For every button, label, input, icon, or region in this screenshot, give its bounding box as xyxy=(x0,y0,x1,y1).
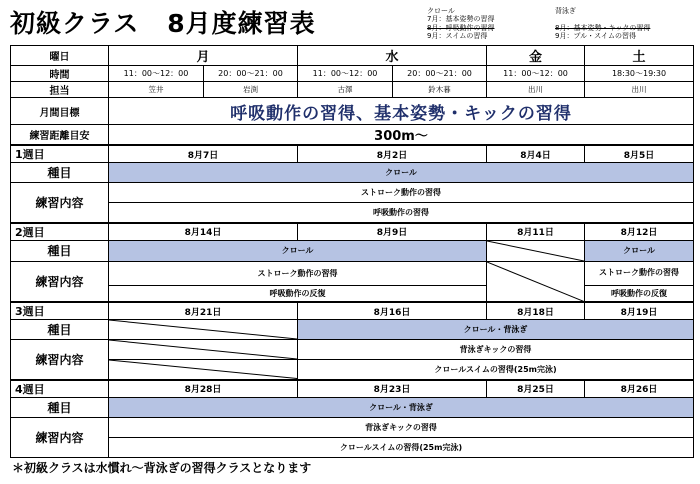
week-2-date-row xyxy=(11,223,694,241)
legend-crawl-item: 9月：スイムの習得 xyxy=(427,32,488,41)
week-4-content-row xyxy=(11,437,694,457)
legend-back-item: 9月：プル・スイムの習得 xyxy=(555,32,637,41)
date-fri: 8月18日 xyxy=(487,302,585,320)
date-wed: 8月23日 xyxy=(298,380,487,398)
legend-crawl xyxy=(427,7,494,41)
no-class-cell xyxy=(109,320,298,340)
content-cell: クロールスイムの習得(25m完泳) xyxy=(298,360,694,380)
time-cell: 20：00〜21：00 xyxy=(204,66,298,82)
time-cell: 11：00〜12：00 xyxy=(109,66,204,82)
legend-crawl-head: クロール xyxy=(427,7,455,15)
date-mon: 8月28日 xyxy=(109,380,298,398)
week-3-content-row xyxy=(11,340,694,360)
diagonal-slash xyxy=(487,262,584,302)
kind-cell: クロール xyxy=(109,240,487,261)
week-4-date-row xyxy=(11,380,694,398)
page-title xyxy=(10,4,316,40)
week-label: 2週目 xyxy=(11,223,109,241)
staff-cell: 古澤 xyxy=(298,82,393,98)
goal-row xyxy=(11,98,694,125)
content-label: 練習内容 xyxy=(11,417,109,457)
date-sat: 8月5日 xyxy=(585,145,694,163)
staff-cell: 鈴木暮 xyxy=(393,82,487,98)
week-4-kind-row xyxy=(11,397,694,417)
time-cell: 18:30〜19:30 xyxy=(585,66,694,82)
week-3-kind-row xyxy=(11,320,694,340)
legend-crawl-item: 7月：基本姿勢の習得 xyxy=(427,15,495,24)
legend-back-item: 8月：基本姿勢・キックの習得 xyxy=(555,23,651,32)
time-cell: 20：00〜21：00 xyxy=(393,66,487,82)
content-cell: クロールスイムの習得(25m完泳) xyxy=(109,437,694,457)
no-class-cell xyxy=(109,340,298,360)
date-fri: 8月11日 xyxy=(487,223,585,241)
goal-text: 呼吸動作の習得、基本姿勢・キックの習得 xyxy=(109,98,694,125)
legend-crawl-item: 8月：呼吸動作の習得 xyxy=(427,23,495,32)
week-label: 3週目 xyxy=(11,302,109,320)
time-label: 時間 xyxy=(11,66,109,82)
date-fri: 8月25日 xyxy=(487,380,585,398)
kind-label: 種目 xyxy=(11,397,109,417)
no-class-cell xyxy=(487,240,585,261)
schedule-table xyxy=(10,45,694,458)
distance-row xyxy=(11,125,694,146)
content-cell: 呼吸動作の反復 xyxy=(109,285,487,302)
date-sat: 8月26日 xyxy=(585,380,694,398)
week-3-date-row xyxy=(11,302,694,320)
kind-cell: クロール xyxy=(109,163,694,183)
week-label: 1週目 xyxy=(11,145,109,163)
date-fri: 8月4日 xyxy=(487,145,585,163)
legend-backstroke xyxy=(555,7,650,41)
staff-cell: 出川 xyxy=(585,82,694,98)
diagonal-slash xyxy=(109,340,297,359)
date-wed: 8月2日 xyxy=(298,145,487,163)
kind-label: 種目 xyxy=(11,320,109,340)
content-cell-sat: ストローク動作の習得 xyxy=(585,261,694,285)
content-cell: ストローク動作の習得 xyxy=(109,183,694,203)
week-1-content-row xyxy=(11,183,694,203)
week-3-content-row xyxy=(11,360,694,380)
kind-cell: クロール・背泳ぎ xyxy=(298,320,694,340)
diagonal-slash xyxy=(487,241,584,261)
no-class-cell xyxy=(109,360,298,380)
week-2-content-row xyxy=(11,285,694,302)
week-2-kind-row xyxy=(11,240,694,261)
staff-row xyxy=(11,82,694,98)
time-cell: 11：00〜12：00 xyxy=(487,66,585,82)
class-name: 初級クラス xyxy=(10,9,140,38)
legend-back-head: 背泳ぎ xyxy=(555,7,576,15)
kind-label: 種目 xyxy=(11,240,109,261)
staff-cell: 岩渕 xyxy=(204,82,298,98)
distance-text: 300m〜 xyxy=(109,125,694,146)
date-mon: 8月21日 xyxy=(109,302,298,320)
day-row xyxy=(11,46,694,66)
date-mon: 8月7日 xyxy=(109,145,298,163)
kind-cell: クロール・背泳ぎ xyxy=(109,397,694,417)
staff-cell: 出川 xyxy=(487,82,585,98)
time-row xyxy=(11,66,694,82)
content-label: 練習内容 xyxy=(11,261,109,302)
time-cell: 11：00〜12：00 xyxy=(298,66,393,82)
week-2-content-row xyxy=(11,261,694,285)
content-label: 練習内容 xyxy=(11,183,109,223)
day-label: 曜日 xyxy=(11,46,109,66)
no-class-cell xyxy=(487,261,585,302)
day-fri: 金 xyxy=(487,46,585,66)
distance-label: 練習距離目安 xyxy=(11,125,109,146)
goal-label: 月間目標 xyxy=(11,98,109,125)
diagonal-slash xyxy=(109,360,297,379)
day-wed: 水 xyxy=(298,46,487,66)
date-mon: 8月14日 xyxy=(109,223,298,241)
staff-label: 担当 xyxy=(11,82,109,98)
content-cell: 背泳ぎキックの習得 xyxy=(109,417,694,437)
day-sat: 土 xyxy=(585,46,694,66)
day-mon: 月 xyxy=(109,46,298,66)
date-sat: 8月12日 xyxy=(585,223,694,241)
kind-cell-sat: クロール xyxy=(585,240,694,261)
kind-label: 種目 xyxy=(11,163,109,183)
week-4-content-row xyxy=(11,417,694,437)
content-cell: 呼吸動作の習得 xyxy=(109,203,694,223)
date-wed: 8月16日 xyxy=(298,302,487,320)
week-1-content-row xyxy=(11,203,694,223)
content-cell-sat: 呼吸動作の反復 xyxy=(585,285,694,302)
content-cell: ストローク動作の習得 xyxy=(109,261,487,285)
week-1-date-row xyxy=(11,145,694,163)
staff-cell: 笠井 xyxy=(109,82,204,98)
date-wed: 8月9日 xyxy=(298,223,487,241)
footnote: ＊初級クラスは水慣れ〜背泳ぎの習得クラスとなります xyxy=(12,461,312,475)
date-sat: 8月19日 xyxy=(585,302,694,320)
content-cell: 背泳ぎキックの習得 xyxy=(298,340,694,360)
diagonal-slash xyxy=(109,320,297,339)
month-title: 8月度練習表 xyxy=(167,9,316,38)
week-label: 4週目 xyxy=(11,380,109,398)
week-1-kind-row xyxy=(11,163,694,183)
content-label: 練習内容 xyxy=(11,340,109,380)
